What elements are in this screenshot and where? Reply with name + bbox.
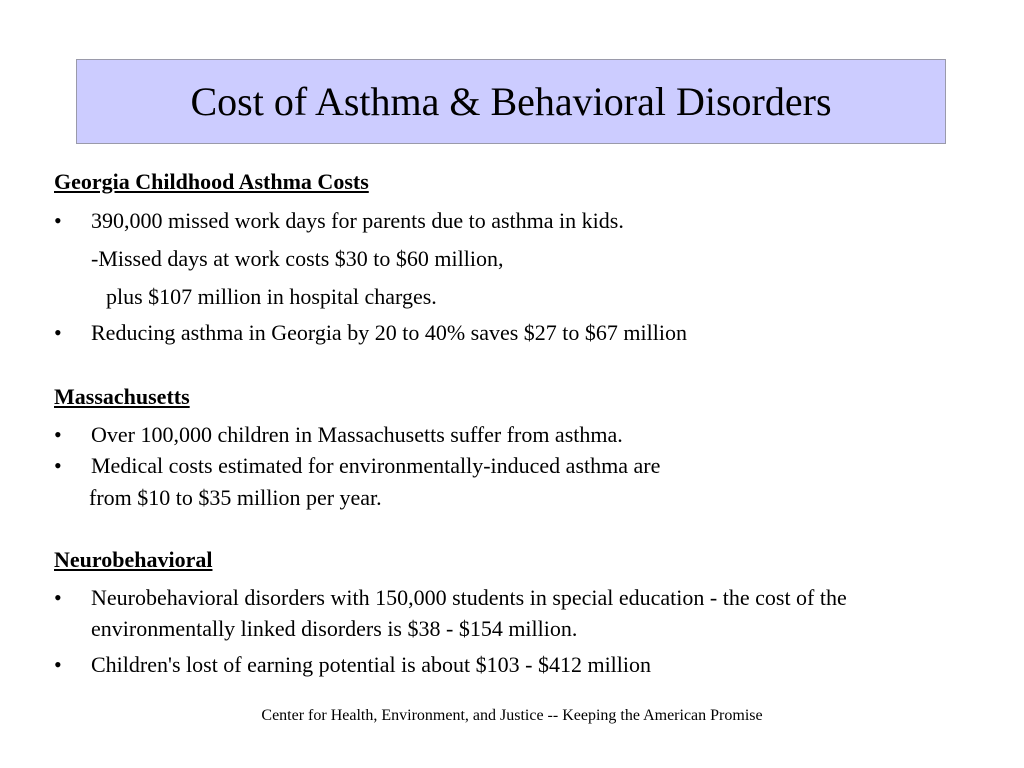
slide-footer: Center for Health, Environment, and Justice -- Keeping the American Promise <box>261 707 763 724</box>
title-box <box>76 59 946 144</box>
slide-title: Cost of Asthma & Behavioral Disorders <box>190 79 832 124</box>
bullet-item <box>54 450 954 481</box>
bullet-icon: • <box>54 652 62 677</box>
section-heading-neurobehavioral: Neurobehavioral <box>54 547 213 572</box>
bullet-text: Medical costs estimated for environmentally-induced asthma are <box>91 453 661 478</box>
bullet-item <box>54 419 954 450</box>
bullet-text: Reducing asthma in Georgia by 20 to 40% saves $27 to $67 million <box>91 320 687 345</box>
bullet-icon: • <box>54 453 62 478</box>
bullet-item <box>54 205 954 236</box>
bullet-text: 390,000 missed work days for parents due to asthma in kids. <box>91 208 624 233</box>
bullet-text: Over 100,000 children in Massachusetts suffer from asthma. <box>91 422 623 447</box>
bullet-text: Children's lost of earning potential is about $103 - $412 million <box>91 652 652 677</box>
sub-line: plus $107 million in hospital charges. <box>106 284 437 309</box>
continuation-line: from $10 to $35 million per year. <box>89 485 382 510</box>
section-heading-massachusetts: Massachusetts <box>54 384 190 409</box>
sub-line: -Missed days at work costs $30 to $60 million, <box>91 246 504 271</box>
bullet-icon: • <box>54 208 62 233</box>
bullet-icon: • <box>54 585 62 610</box>
bullet-icon: • <box>54 320 62 345</box>
bullet-text: Neurobehavioral disorders with 150,000 students in special education - the cost of the environmentally linked disorders is $38 - $154 million. <box>91 585 847 641</box>
bullet-icon: • <box>54 422 62 447</box>
bullet-item <box>54 649 954 680</box>
bullet-item <box>54 582 954 644</box>
section-heading-georgia: Georgia Childhood Asthma Costs <box>54 169 369 194</box>
bullet-item <box>54 317 954 348</box>
